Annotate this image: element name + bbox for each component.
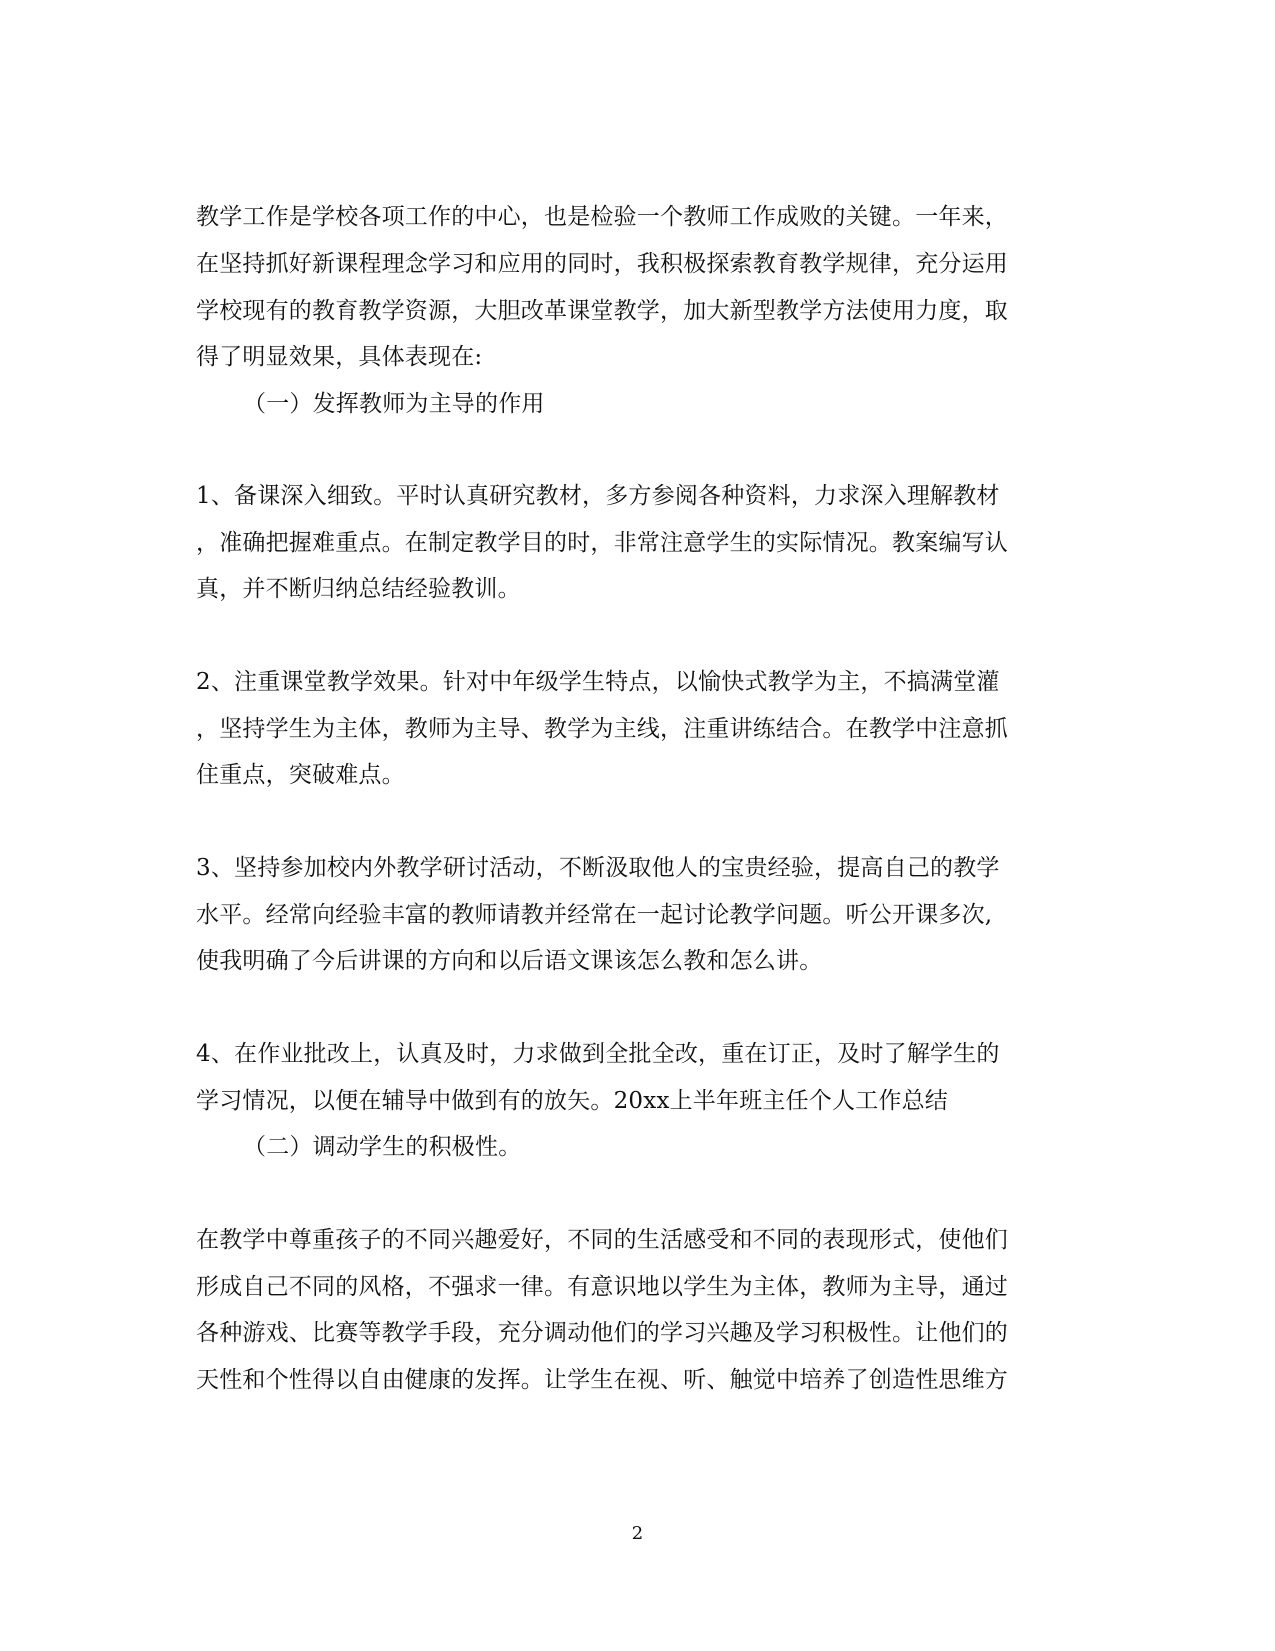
item-3-line-1: 3、坚持参加校内外教学研讨活动，不断汲取他人的宝贵经验，提高自己的教学	[196, 855, 1000, 881]
paragraph-final-line-2: 形成自己不同的风格，不强求一律。有意识地以学生为主体，教师为主导，通过	[196, 1274, 1008, 1300]
item-1-line-3: 真，并不断归纳总结经验教训。	[196, 576, 521, 602]
item-2-line-2: ，坚持学生为主体，教师为主导、教学为主线，注重讲练结合。在教学中注意抓	[196, 716, 1008, 742]
item-2-line-3: 住重点，突破难点。	[196, 762, 405, 788]
paragraph-final-line-1: 在教学中尊重孩子的不同兴趣爱好，不同的生活感受和不同的表现形式，使他们	[196, 1227, 1008, 1253]
paragraph-1-line-2: 在坚持抓好新课程理念学习和应用的同时，我积极探索教育教学规律，充分运用	[196, 251, 1008, 277]
section-heading-1: （一）发挥教师为主导的作用	[243, 391, 545, 417]
paragraph-final-line-4: 天性和个性得以自由健康的发挥。让学生在视、听、触觉中培养了创造性思维方	[196, 1367, 1008, 1393]
item-1-line-1: 1、备课深入细致。平时认真研究教材，多方参阅各种资料，力求深入理解教材	[196, 483, 1000, 509]
item-3-line-2: 水平。经常向经验丰富的教师请教并经常在一起讨论教学问题。听公开课多次,	[196, 902, 993, 928]
item-4-line-1: 4、在作业批改上，认真及时，力求做到全批全改，重在订正，及时了解学生的	[196, 1041, 1000, 1067]
item-1-line-2: ，准确把握难重点。在制定教学目的时，非常注意学生的实际情况。教案编写认	[196, 530, 1008, 556]
paragraph-1-line-1: 教学工作是学校各项工作的中心，也是检验一个教师工作成败的关键。一年来，	[196, 204, 1008, 230]
item-4-line-2: 学习情况，以便在辅导中做到有的放矢。20xx上半年班主任个人工作总结	[196, 1088, 949, 1114]
paragraph-1-line-3: 学校现有的教育教学资源，大胆改革课堂教学，加大新型教学方法使用力度，取	[196, 298, 1008, 324]
section-heading-2: （二）调动学生的积极性。	[243, 1134, 522, 1160]
item-3-line-3: 使我明确了今后讲课的方向和以后语文课该怎么教和怎么讲。	[196, 948, 823, 974]
page-number: 2	[631, 1523, 644, 1544]
paragraph-1-line-4: 得了明显效果，具体表现在:	[196, 344, 483, 370]
paragraph-final-line-3: 各种游戏、比赛等教学手段，充分调动他们的学习兴趣及学习积极性。让他们的	[196, 1320, 1008, 1346]
item-2-line-1: 2、注重课堂教学效果。针对中年级学生特点，以愉快式教学为主，不搞满堂灌	[196, 669, 1000, 695]
